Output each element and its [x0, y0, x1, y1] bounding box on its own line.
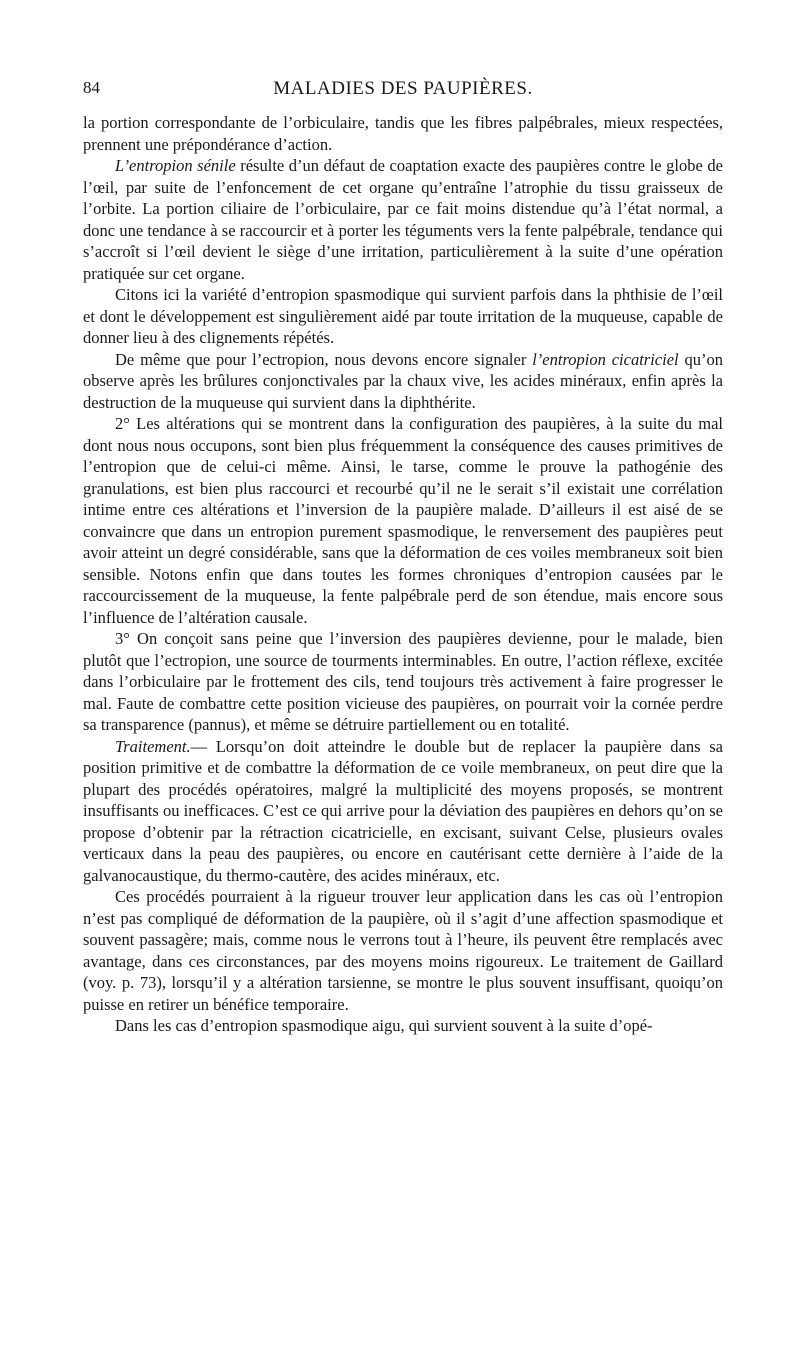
paragraph-7: Traitement.— Lorsqu’on doit atteindre le double but de replacer la paupière dans sa position primitive et de combattre la déformation de ce voile membraneux, on peut dire que la plupart des procédés opératoires, malgré la multiplicité des moyens proposés, se montrent insuffisants ou inefficaces. C’est ce qui arrive pour la déviation des paupières en dehors qu’on se propose d’obtenir par la rétraction cicatricielle, en excisant, suivant Celse, plusieurs ovales verticaux dans la peau des paupières, ou encore en cautérisant cette dernière à l’aide de la galvanocaustique, du thermo-cautère, des acides minéraux, etc.	[83, 736, 723, 885]
running-title: MALADIES DES PAUPIÈRES.	[273, 78, 533, 99]
paragraph-1: la portion correspondante de l’orbiculaire, tandis que les fibres palpébrales, mieux respectées, prennent une prépondérance d’action.	[83, 113, 723, 154]
body-text	[83, 112, 723, 1037]
paragraph-4: De même que pour l’ectropion, nous devons encore signaler l’entropion cicatriciel qu’on observe après les brûlures conjonctivales par la chaux vive, les acides minéraux, enfin après la destruction de la muqueuse qui survient dans la diphthérite.	[83, 349, 723, 412]
paragraph-9: Dans les cas d’entropion spasmodique aigu, qui survient souvent à la suite d’opé-	[115, 1016, 653, 1035]
page-number: 84	[83, 78, 100, 97]
paragraph-6: 3° On conçoit sans peine que l’inversion des paupières devienne, pour le malade, bien plutôt que l’ectropion, une source de tourments interminables. En outre, l’action réflexe, excitée dans l’orbiculaire par le frottement des cils, tend toujours très activement à faire progresser le mal. Faute de combattre cette position vicieuse des paupières, on pourrait voir la cornée perdre sa transparence (pannus), et même se détruire partiellement ou en totalité.	[83, 629, 723, 734]
paragraph-8: Ces procédés pourraient à la rigueur trouver leur application dans les cas où l’entropion n’est pas compliqué de déformation de la paupière, où il s’agit d’une affection spasmodique et souvent passagère; mais, comme nous le verrons tout à l’heure, ils peuvent être remplacés avec avantage, dans ces circonstances, par des moyens moins rigoureux. Le traitement de Gaillard (voy. p. 73), lorsqu’il y a altération tarsienne, se montre le plus souvent insuffisant, quoiqu’on puisse en retirer un bénéfice temporaire.	[83, 887, 723, 1014]
paragraph-3: Citons ici la variété d’entropion spasmodique qui survient parfois dans la phthisie de l’œil et dont le développement est singulièrement aidé par toute irritation de la muqueuse, capable de donner lieu à des clignements répétés.	[83, 285, 723, 347]
paragraph-5: 2° Les altérations qui se montrent dans la configuration des paupières, à la suite du mal dont nous nous occupons, sont bien plus fréquemment la conséquence des causes primitives de l’entropion que de celui-ci même. Ainsi, le tarse, comme le prouve la pathogénie des granulations, est bien plus raccourci et recourbé qu’il ne le serait s’il existait une corrélation intime entre ces altérations et l’inversion de la paupière malade. D’ailleurs il est aisé de se convaincre que dans un entropion purement spasmodique, le renversement des paupières peut avoir atteint un degré considérable, sans que la déformation de ces voiles membraneux soit bien sensible. Notons enfin que dans toutes les formes chroniques d’entropion causées par le raccourcissement de la muqueuse, la fente palpébrale perd de son étendue, mais encore sous l’influence de l’altération causale.	[83, 414, 723, 627]
italic-term: L’entropion sénile	[115, 156, 236, 175]
page-header	[83, 78, 723, 106]
italic-term: l’entropion cicatriciel	[532, 349, 679, 369]
paragraph-2: L’entropion sénile résulte d’un défaut de coaptation exacte des paupières contre le globe de l’œil, par suite de l’enfoncement de cet organe qu’entraîne l’atrophie du tissu graisseux de l’orbite. La portion ciliaire de l’orbiculaire, par ce fait moins distendue qu’à l’état normal, a donc une tendance à se raccourcir et à porter les téguments vers la fente palpébrale, tendance qui s’accroît si l’œil devient le siège d’une irritation, particulièrement à la suite d’une opération pratiquée sur cet organe.	[83, 156, 723, 283]
italic-heading: Traitement.	[115, 736, 191, 756]
